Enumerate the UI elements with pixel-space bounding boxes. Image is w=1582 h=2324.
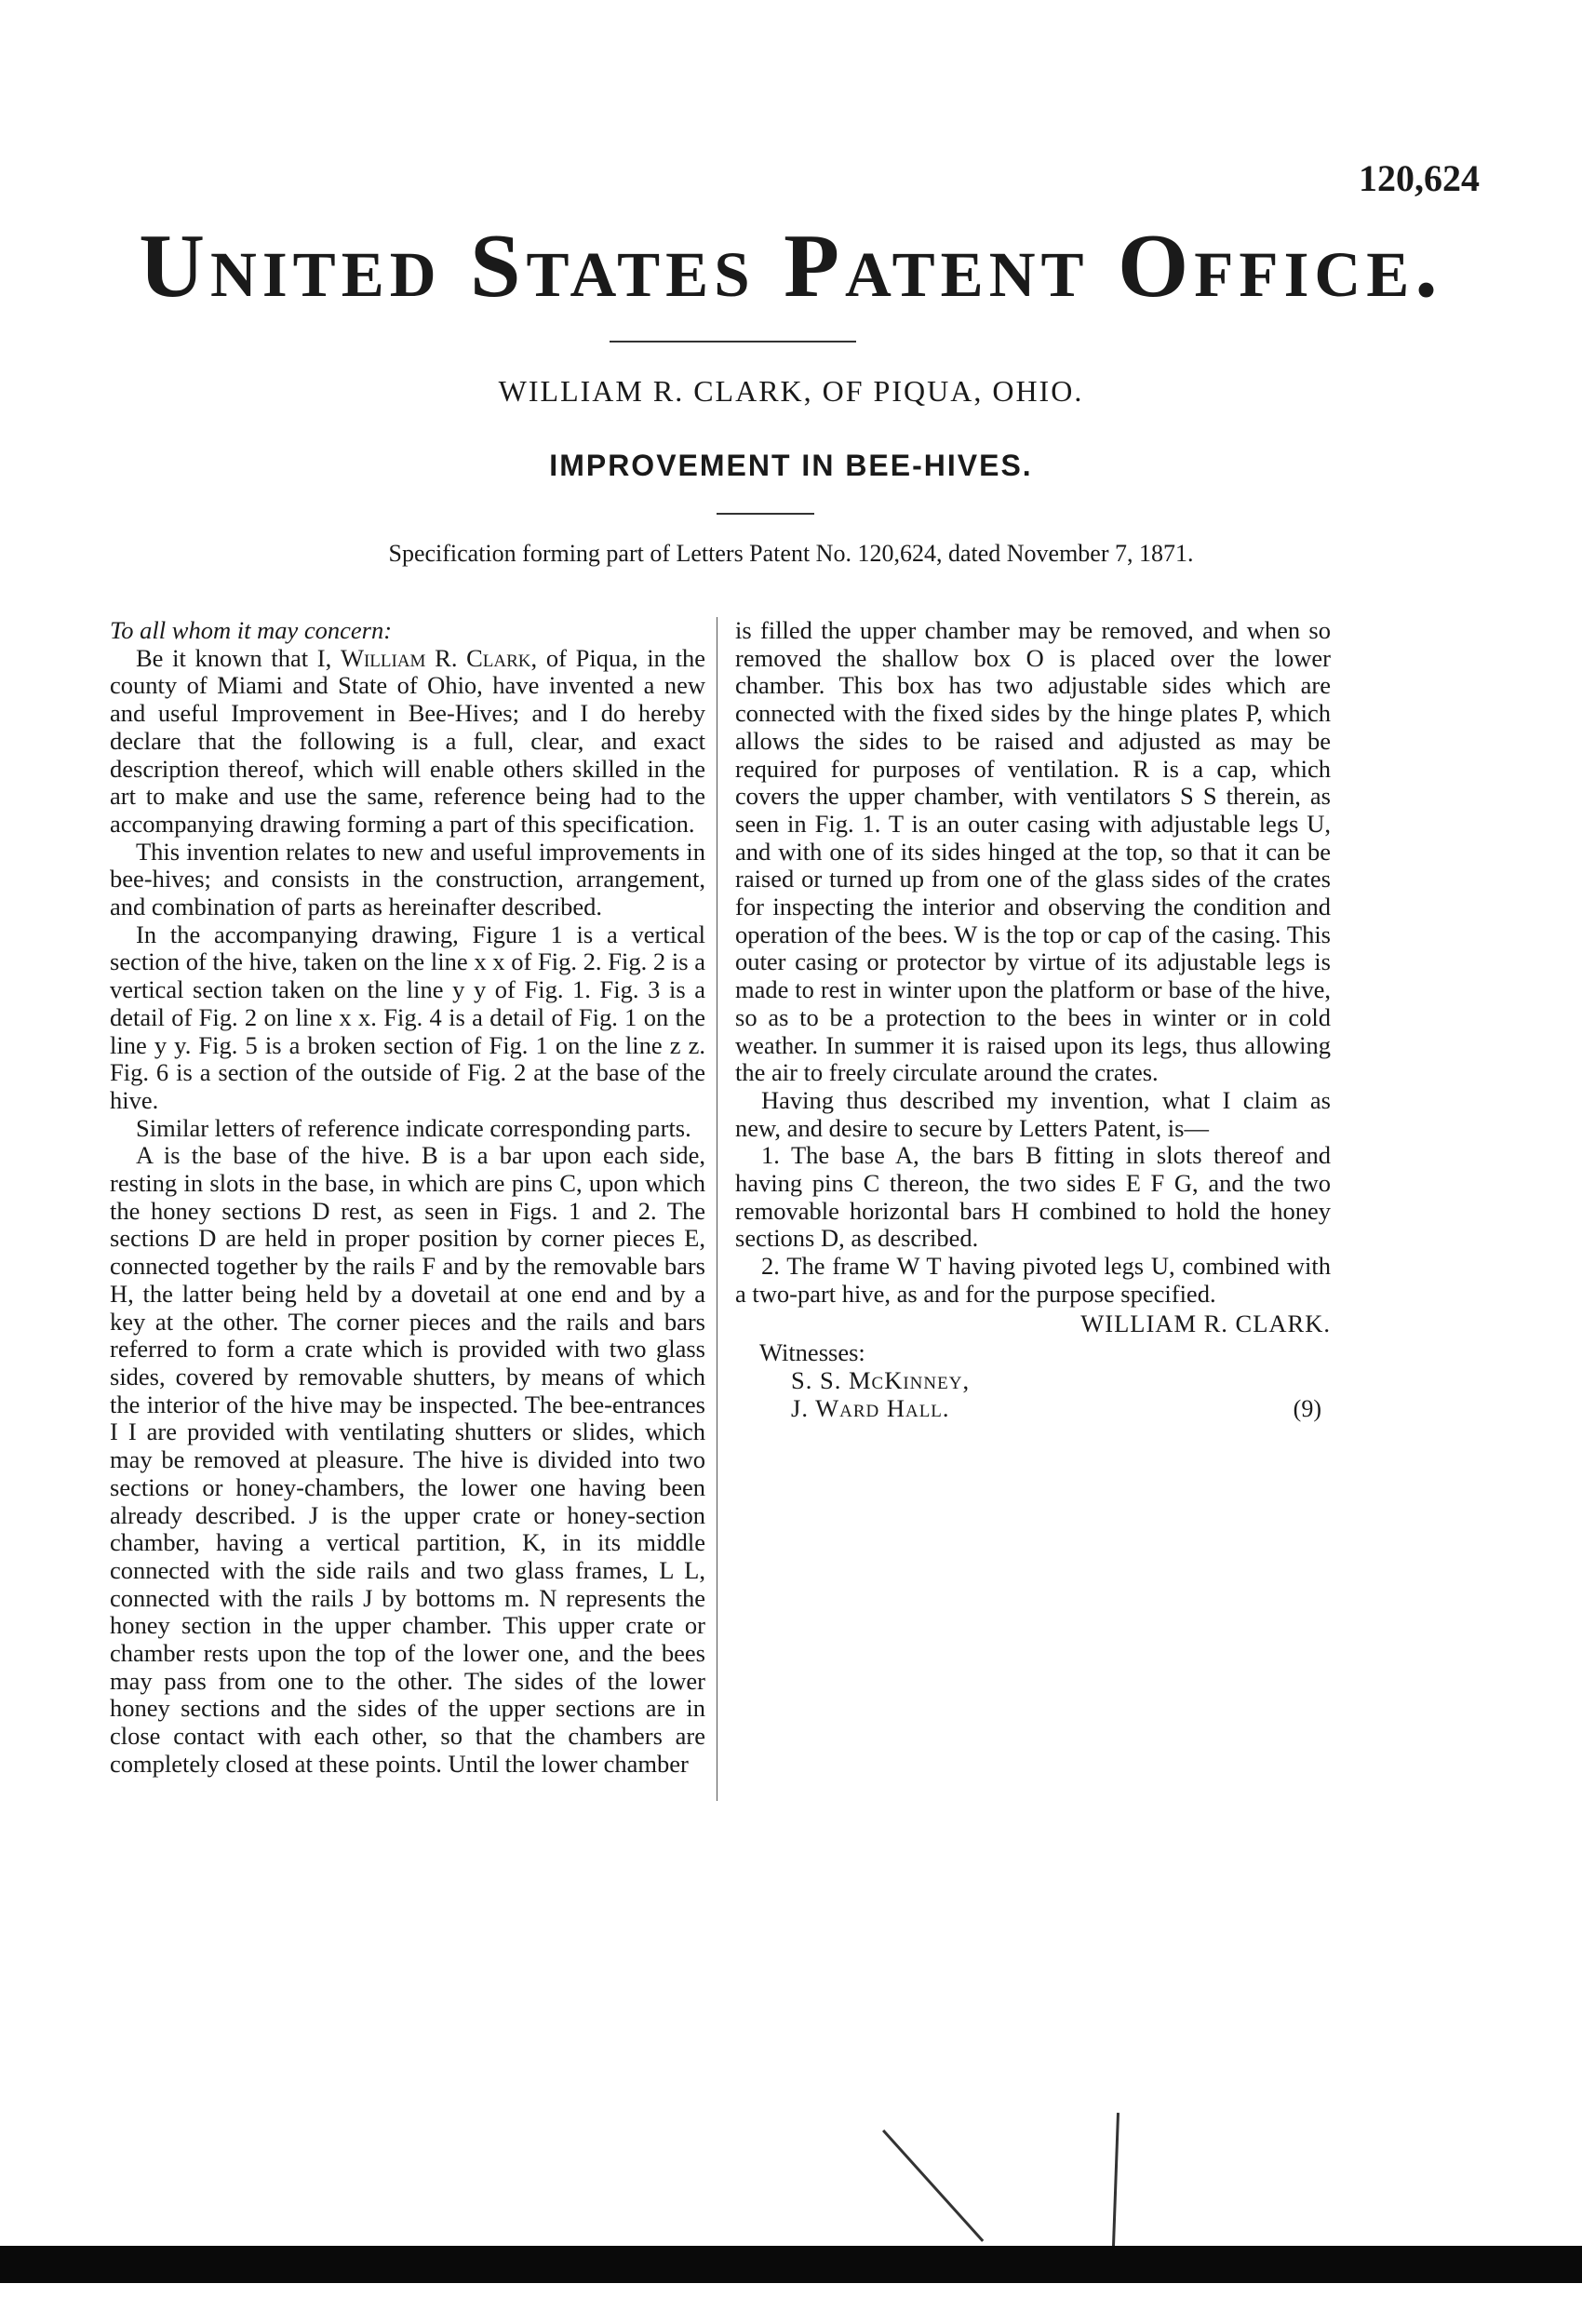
intro-paragraph [110, 645, 705, 839]
witness-2: J. Ward Hall. [791, 1393, 950, 1422]
invention-paragraph: This invention relates to new and useful improvements in bee-hives; and consists in the construction, arrangement, and combination of parts as hereinafter described. [110, 837, 705, 921]
scan-artifact [882, 2129, 984, 2242]
description-paragraph-continued: is filled the upper chamber may be removed, and when so removed the shallow box O is placed over the lower chamber. This box has two adjustable sides which are connected with the fixed sides by the hinge plates P, which allows the sides to be raised and adjusted as may be required for purposes of ventilation. R is a cap, which covers the upper chamber, with ventilators S S therein, as seen in Fig. 1. T is an outer casing with adjustable legs U, and with one of its sides hinged at the top, so that it can be raised or turned up from one of the glass sides of the crates for inspecting the interior and observing the condition and operation of the bees. W is the top or cap of the casing. This outer casing or protector by virtue of its adjustable legs is made to rest in winter upon the platform or base of the hive, so as to be a protection to the bees in winter or in cold weather. In summer it is raised upon its legs, thus allowing the air to freely circulate around the crates. [735, 616, 1331, 1087]
witnesses-label: Witnesses: [759, 1338, 865, 1367]
inventor-name: William R. Clark [340, 643, 531, 672]
title-divider [610, 341, 856, 343]
drawing-paragraph: In the accompanying drawing, Figure 1 is a vertical section of the hive, taken on the line x x of Fig. 2. Fig. 2 is a vertical section taken on the line y y of Fig. 1. Fig. 3 is a detail of Fig. 2 on line x x. Fig. 4 is a detail of Fig. 1 on the line y y. Fig. 5 is a broken section of Fig. 1 on the line z z. Fig. 6 is a section of the outside of Fig. 2 at the base of the hive. [110, 920, 705, 1114]
inventor-signature: WILLIAM R. CLARK. [1080, 1309, 1331, 1337]
claim-intro: Having thus described my invention, what I claim as new, and desire to secure by Letters Patent, is— [735, 1085, 1331, 1142]
intro-text-start: Be it known that I, [136, 643, 341, 672]
specification-line: Specification forming part of Letters Patent No. 120,624, dated November 7, 1871. [388, 540, 1194, 567]
reference-paragraph: Similar letters of reference indicate corresponding parts. [136, 1113, 691, 1142]
scan-edge-bar [0, 2246, 1582, 2283]
text-column-left [110, 617, 705, 1779]
invention-title: IMPROVEMENT IN BEE-HIVES. [549, 449, 1033, 482]
witness-block [735, 1339, 1331, 1422]
subtitle-divider [717, 513, 814, 515]
claim-2: 2. The frame W T having pivoted legs U, combined with a two-part hive, as and for the purpose specified. [735, 1252, 1331, 1308]
office-title: United States Patent Office. [139, 216, 1443, 316]
figure-count: (9) [1293, 1394, 1321, 1422]
salutation: To all whom it may concern: [110, 616, 393, 644]
description-paragraph: A is the base of the hive. B is a bar upon each side, resting in slots in the base, in which are pins C, upon which the honey sections D rest, as seen in Figs. 1 and 2. The sections D are held in proper position by corner pieces E, connected together by the rails F and by the removable bars H, the latter being held by a dovetail at one end and by a key at the other. The corner pieces and the rails and bars referred to form a crate which is provided with two glass sides, covered by removable shutters, by means of which the interior of the hive may be inspected. The bee-entrances I I are provided with ventilating shutters or slides, which may be removed at pleasure. The hive is divided into two sections or honey-chambers, the lower one having been already described. J is the upper crate or honey-section chamber, having a vertical partition, K, in its middle connected with the side rails and two glass frames, L L, connected with the rails J by bottoms m. N represents the honey section in the upper chamber. This upper crate or chamber rests upon the top of the lower one, and the bees may pass from one to the other. The sides of the lower honey sections and the sides of the upper sections are in close contact with each other, so that the chambers are completely closed at these points. Until the lower chamber [110, 1141, 705, 1778]
inventor-line: WILLIAM R. CLARK, OF PIQUA, OHIO. [498, 374, 1084, 408]
patent-number: 120,624 [1359, 157, 1480, 199]
intro-text-end: , of Piqua, in the county of Miami and State of Ohio, have invented a new and useful Improvement in Bee-Hives; and I do hereby declare that the following is a full, clear, and exact description thereof, which will enable others skilled in the art to make and use the same, reference being had to the accompanying drawing forming a part of this specification. [110, 643, 705, 838]
claim-1: 1. The base A, the bars B fitting in slots thereof and having pins C thereon, the two sides E F G, and the two removable horizontal bars H combined to hold the honey sections D, as described. [735, 1141, 1331, 1253]
witness-1: S. S. McKinney, [791, 1365, 971, 1394]
text-column-right [735, 617, 1331, 1422]
